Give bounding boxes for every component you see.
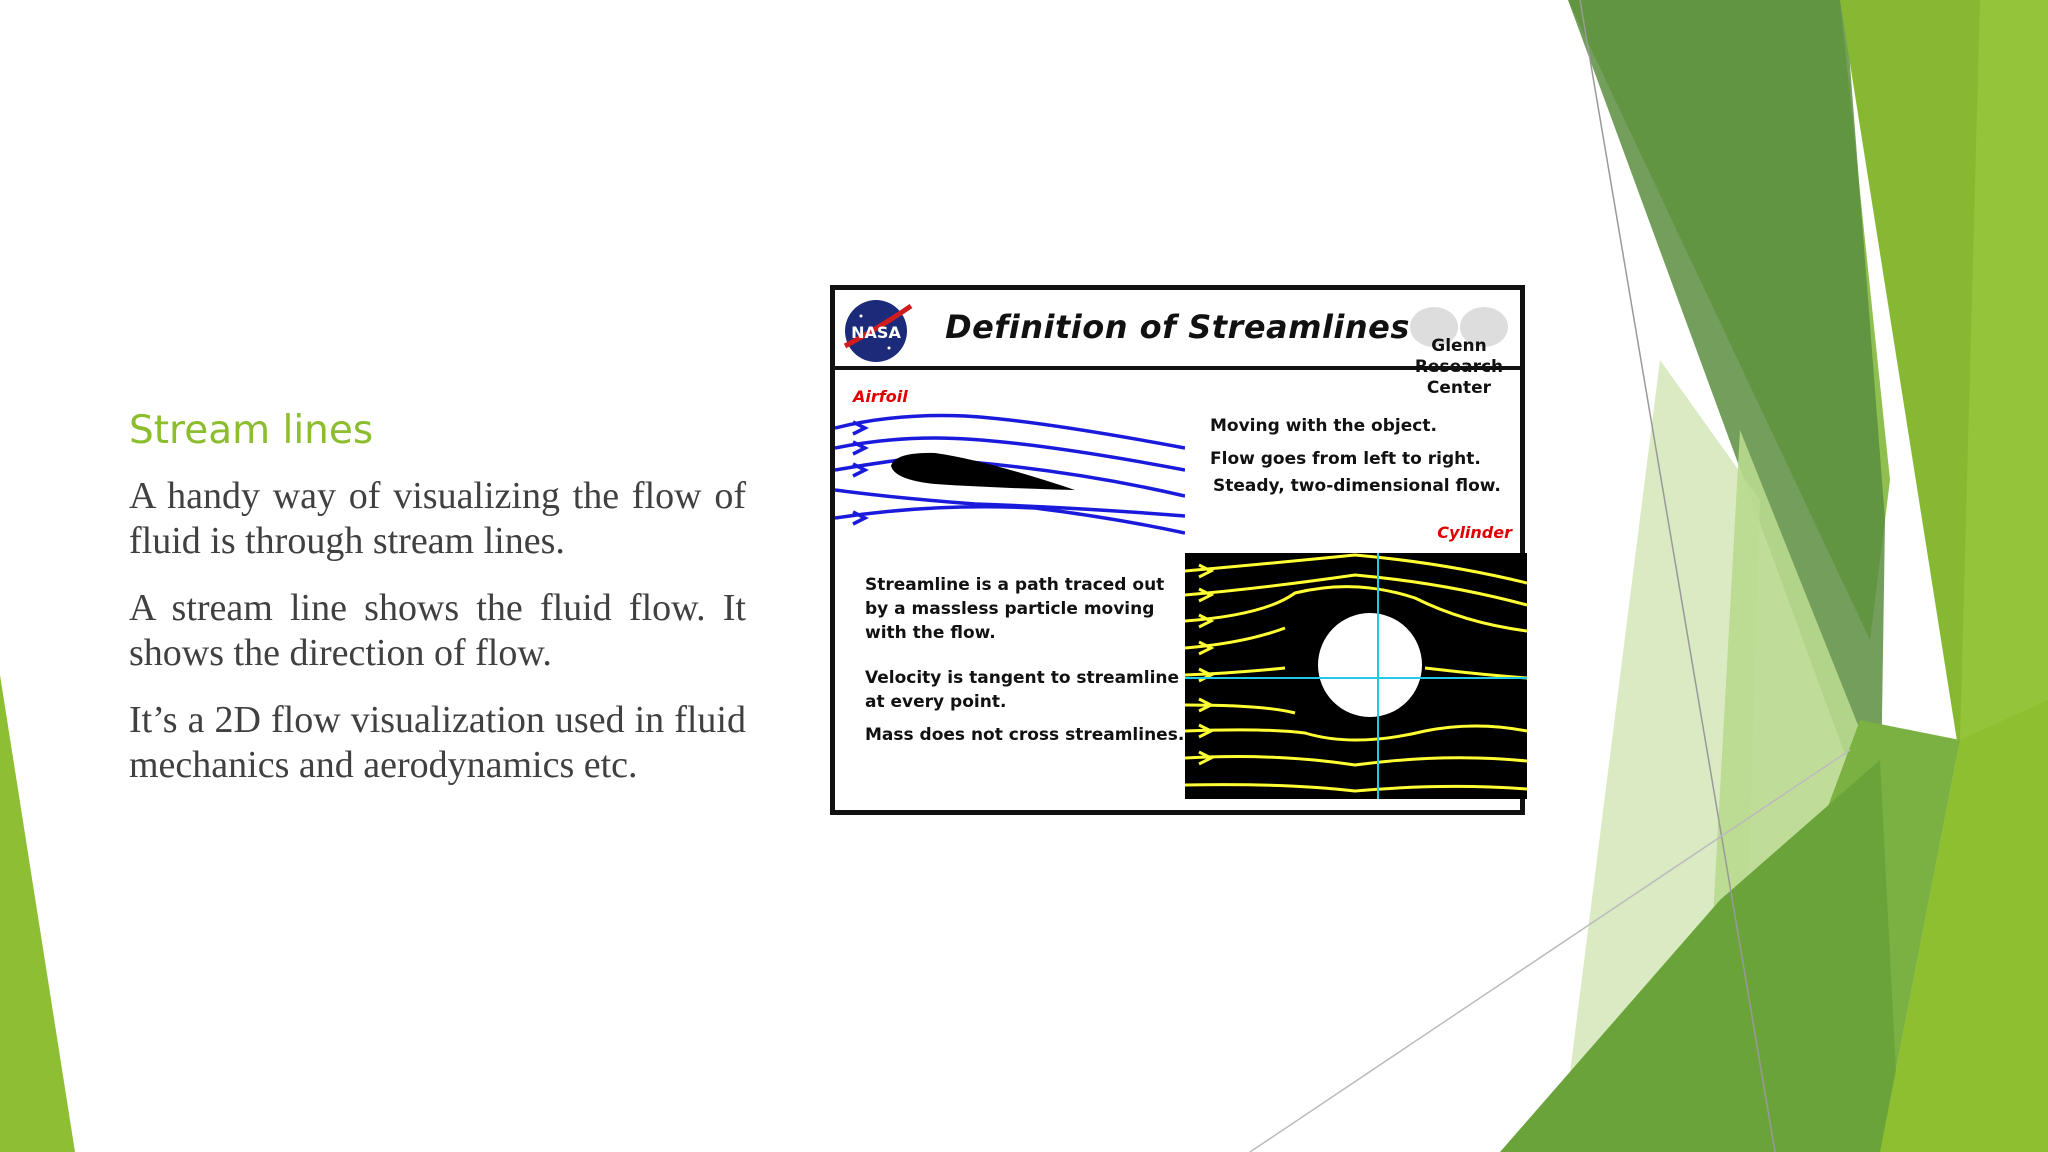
- note-mass-conservation: Mass does not cross streamlines.: [865, 725, 1185, 745]
- airfoil-streamlines: [835, 408, 1185, 538]
- cylinder-streamlines: [1185, 553, 1527, 799]
- glenn-text: Glenn Research Center: [1414, 336, 1504, 398]
- glenn-research-center: [1404, 294, 1514, 399]
- green-shape-left: [0, 675, 75, 1152]
- slide-body: [129, 474, 746, 810]
- cylinder-label: Cylinder: [1437, 523, 1512, 542]
- note-flow-direction: Flow goes from left to right.: [1210, 449, 1481, 469]
- note-velocity-tangent: Velocity is tangent to streamline at every point.: [865, 668, 1180, 712]
- note-steady: Steady, two-dimensional flow.: [1213, 476, 1501, 496]
- paragraph-1: A handy way of visualizing the flow of fluid is through stream lines.: [129, 475, 746, 562]
- note-streamline-definition: Streamline is a path traced out by a massless particle moving with the flow.: [865, 575, 1165, 643]
- slide-heading: Stream lines: [129, 408, 374, 453]
- figure-title: Definition of Streamlines: [945, 308, 1410, 346]
- paragraph-2: A stream line shows the fluid flow. It shows the direction of flow.: [129, 587, 746, 674]
- airfoil-label: Airfoil: [853, 387, 908, 406]
- streamlines-figure: [830, 285, 1525, 815]
- logo-text: NASA: [851, 323, 901, 342]
- paragraph-3: It’s a 2D flow visualization used in fluid mechanics and aerodynamics etc.: [129, 699, 746, 786]
- note-moving: Moving with the object.: [1210, 416, 1437, 436]
